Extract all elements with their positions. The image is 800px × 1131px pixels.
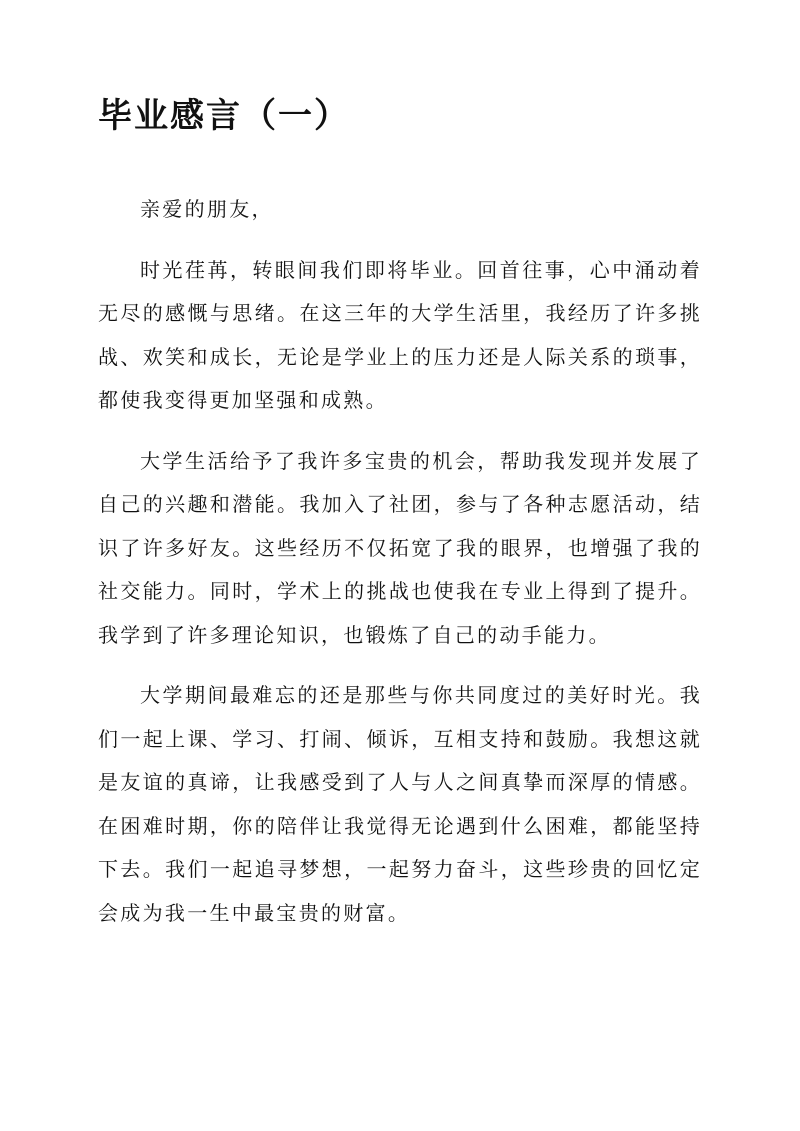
paragraph: 时光荏苒，转眼间我们即将毕业。回首往事，心中涌动着无尽的感慨与思绪。在这三年的大学生活里，我经历了许多挑战、欢笑和成长，无论是学业上的压力还是人际关系的琐事，都使我变得更加坚强和成熟。: [98, 257, 702, 412]
paragraph: 大学生活给予了我许多宝贵的机会，帮助我发现并发展了自己的兴趣和潜能。我加入了社团，参与了各种志愿活动，结识了许多好友。这些经历不仅拓宽了我的眼界，也增强了我的社交能力。同时，学术上的挑战也使我在专业上得到了提升。我学到了许多理论知识，也锻炼了自己的动手能力。: [98, 448, 702, 647]
paragraph: 大学期间最难忘的还是那些与你共同度过的美好时光。我们一起上课、学习、打闹、倾诉，互相支持和鼓励。我想这就是友谊的真谛，让我感受到了人与人之间真挚而深厚的情感。在困难时期，你的陪伴让我觉得无论遇到什么困难，都能坚持下去。我们一起追寻梦想，一起努力奋斗，这些珍贵的回忆定会成为我一生中最宝贵的财富。: [98, 683, 702, 925]
document-body: [98, 188, 702, 952]
document-title: 毕业感言（一）: [98, 96, 350, 136]
greeting-line: 亲爱的朋友，: [140, 197, 274, 221]
